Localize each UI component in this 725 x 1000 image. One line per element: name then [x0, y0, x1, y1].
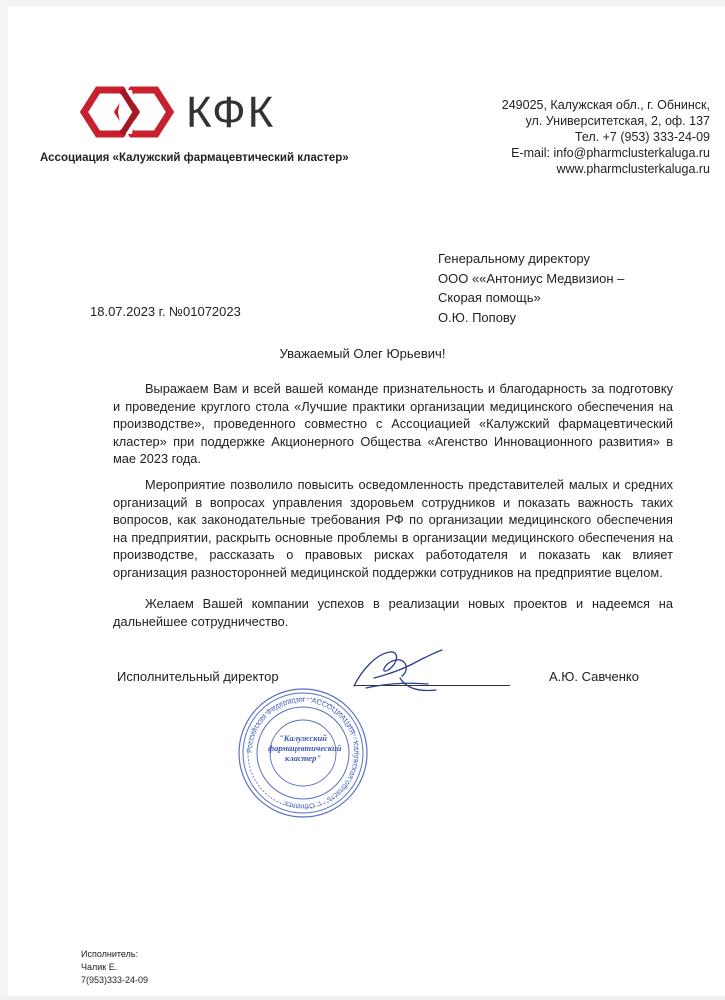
- scan-edge-left: [0, 0, 8, 1000]
- recipient-block: [438, 249, 624, 327]
- executor-name: Чалик Е.: [81, 962, 118, 972]
- seal-text-line: фармацевтический: [268, 743, 342, 753]
- greeting: Уважаемый Олег Юрьевич!: [279, 346, 446, 361]
- seal-center-text: [268, 733, 342, 763]
- signer-name: А.Ю. Савченко: [549, 669, 639, 684]
- scan-edge-top: [0, 0, 725, 6]
- body-paragraph: Желаем Вашей компании успехов в реализации новых проектов и надеемся на дальнейшее сотрудничество.: [113, 596, 673, 629]
- recipient-line: Скорая помощь»: [438, 290, 541, 305]
- contact-block: [502, 97, 710, 177]
- contact-email: E-mail: info@pharmclusterkaluga.ru: [511, 146, 710, 160]
- contact-address-line-1: 249025, Калужская обл., г. Обнинск,: [501, 98, 710, 112]
- body-paragraph: Выражаем Вам и всей вашей команде признательность и благодарность за подготовку и проведение круглого стола «Лучшие практики организации медицинского обеспечения на производстве», проведенного совместно с Ассоциацией «Калужский фармацевтический кластер» при поддержке Акционерного Общества «Агенство Инновационного развития» в мае 2023 года.: [113, 381, 673, 466]
- executor-block: [81, 948, 148, 987]
- contact-website: www.pharmclusterkaluga.ru: [556, 162, 710, 176]
- contact-phone: Тел. +7 (953) 333-24-09: [574, 130, 710, 144]
- contact-address-line-2: ул. Университетская, 2, оф. 137: [525, 114, 710, 128]
- body-paragraph: Мероприятие позволило повысить осведомленность представителей малых и средних организаций в вопросах управления здоровьем сотрудников и показать важность таких вопросов, как законодательные требования РФ по организации медицинского обеспечения на предприятии, раскрыть основные проблемы в организации медицинского обеспечения на производстве, рассказать о правовых рисках работодателя и показать как влияет организация разносторонней медицинской поддержки сотрудников на предприятие вцелом.: [113, 477, 673, 580]
- seal-text-line: "Калужский: [279, 733, 327, 743]
- recipient-line: ООО ««Антониус Медвизион –: [438, 270, 625, 286]
- kfk-logo-icon: [80, 82, 175, 144]
- recipient-line: Генеральному директору: [438, 251, 590, 266]
- scan-edge-bottom: [0, 996, 725, 1000]
- logo-wordmark: КФК: [186, 88, 276, 137]
- executor-label: Исполнитель:: [81, 949, 139, 959]
- association-name: Ассоциация «Калужский фармацевтический кластер»: [40, 152, 349, 164]
- signer-title: Исполнительный директор: [117, 669, 279, 684]
- recipient-line: О.Ю. Попову: [438, 309, 517, 325]
- executor-phone: 7(953)333-24-09: [81, 975, 149, 985]
- seal-ring-text: Российская Федерация · АССОЦИАЦИЯ · Калужская область · г. Обнинск: [244, 694, 362, 812]
- date-and-number: 18.07.2023 г. №01072023: [90, 304, 241, 319]
- seal-text-line: кластер": [284, 753, 322, 763]
